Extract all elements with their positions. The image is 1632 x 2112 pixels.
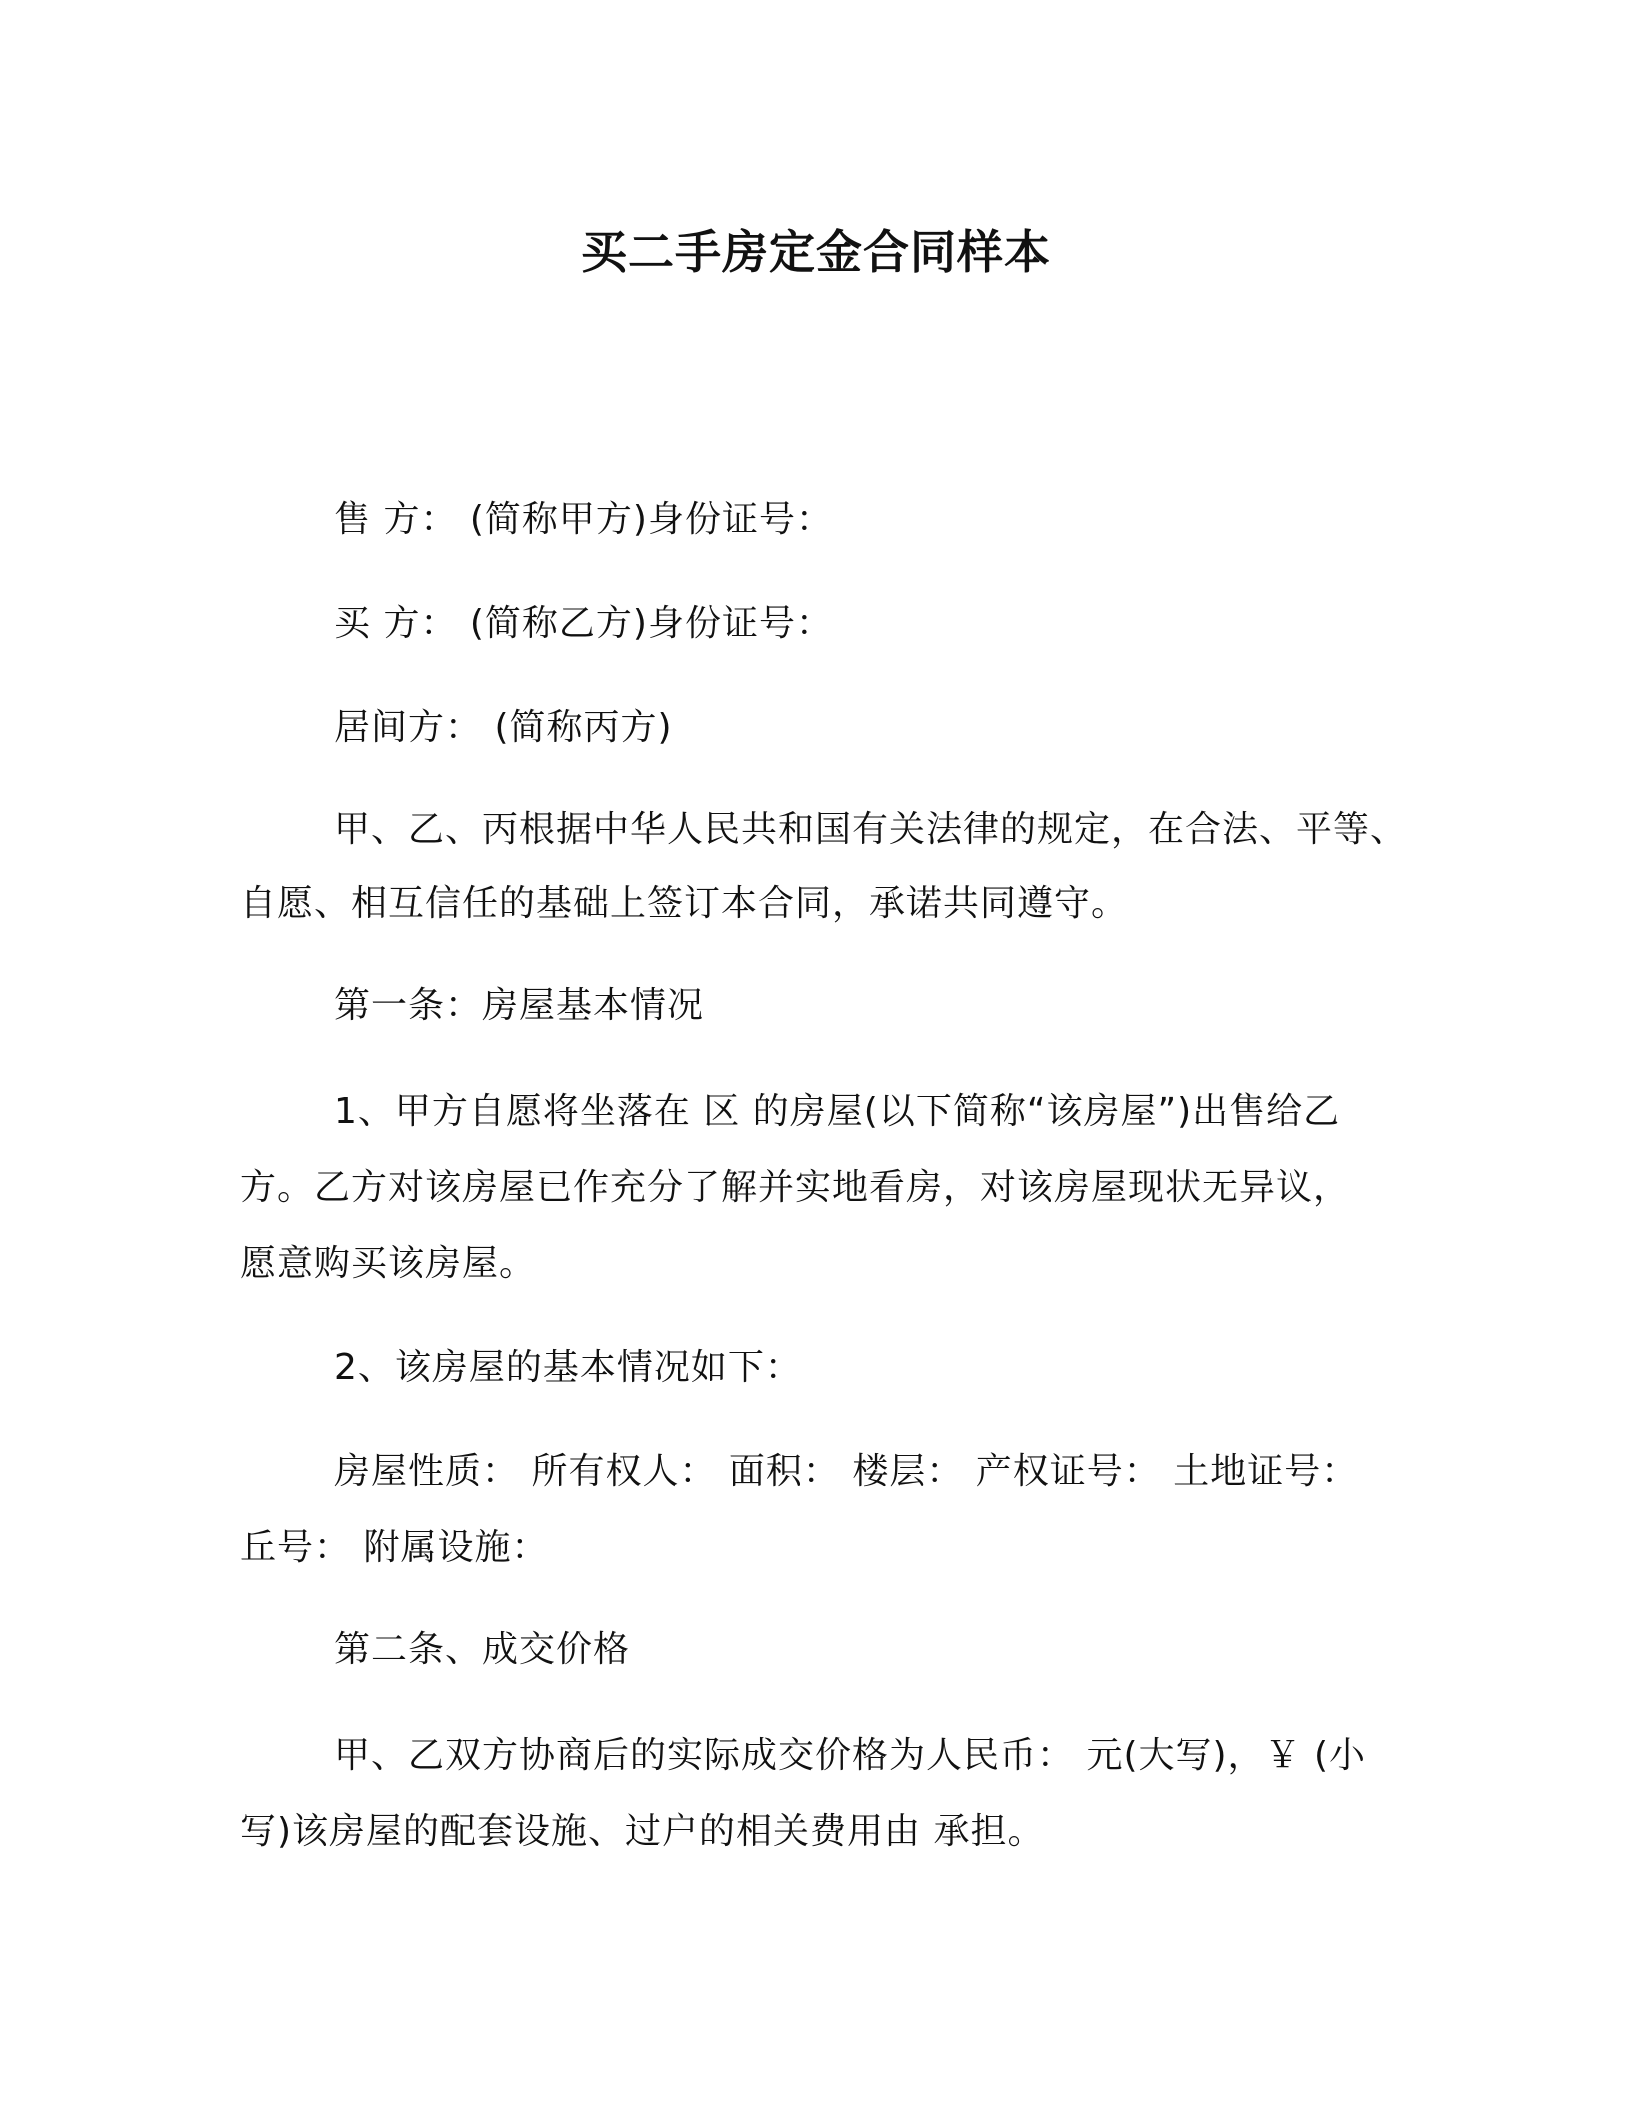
article1-item2-heading: 2、该房屋的基本情况如下： bbox=[334, 1347, 802, 1388]
article1-item1-line-2: 方。乙方对该房屋已作充分了解并实地看房，对该房屋现状无异议， bbox=[240, 1167, 1351, 1208]
price-line-1: 甲、乙双方协商后的实际成交价格为人民币： 元(大写)，￥ (小 bbox=[334, 1735, 1367, 1776]
broker-line: 居间方： (简称丙方) bbox=[334, 707, 673, 748]
article1-item1-line-3: 愿意购买该房屋。 bbox=[240, 1243, 537, 1284]
house-info-line-2: 丘号： 附属设施： bbox=[240, 1527, 549, 1568]
seller-line: 售 方： (简称甲方)身份证号： bbox=[334, 499, 833, 540]
article1-heading: 第一条：房屋基本情况 bbox=[334, 985, 705, 1026]
price-line-2: 写)该房屋的配套设施、过户的相关费用由 承担。 bbox=[240, 1811, 1045, 1852]
article1-item1-line-1: 1、甲方自愿将坐落在 区 的房屋(以下简称“该房屋”)出售给乙 bbox=[334, 1091, 1341, 1132]
preamble-line-2: 自愿、相互信任的基础上签订本合同，承诺共同遵守。 bbox=[240, 883, 1129, 924]
preamble-line-1: 甲、乙、丙根据中华人民共和国有关法律的规定，在合法、平等、 bbox=[334, 809, 1408, 850]
document-title: 买二手房定金合同样本 bbox=[581, 225, 1051, 279]
buyer-line: 买 方： (简称乙方)身份证号： bbox=[334, 603, 833, 644]
article2-heading: 第二条、成交价格 bbox=[334, 1629, 631, 1670]
house-info-line-1: 房屋性质： 所有权人： 面积： 楼层： 产权证号： 土地证号： bbox=[334, 1451, 1359, 1492]
